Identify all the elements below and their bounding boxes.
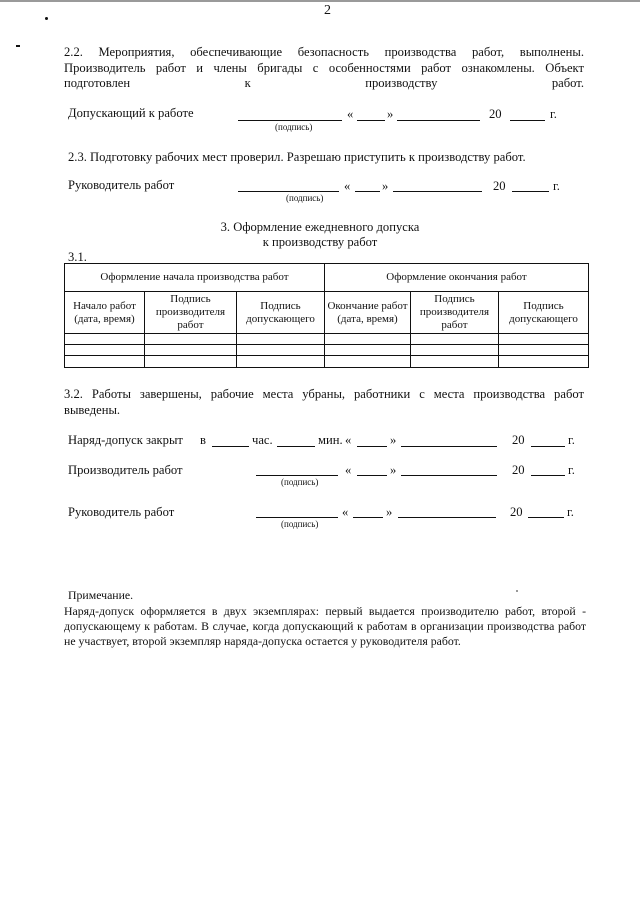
manager2-year-line (528, 517, 564, 518)
table-cell (499, 334, 589, 345)
allow-signature-line (238, 120, 342, 121)
table-cell (145, 356, 237, 368)
table-cell (411, 345, 499, 356)
scan-speck (45, 17, 48, 20)
closed-day-line (357, 446, 387, 447)
note-title: Примечание. (68, 588, 134, 602)
page-top-edge (0, 0, 640, 2)
table-cell (237, 334, 325, 345)
producer-signature-line (256, 475, 338, 476)
producer-day-line (357, 475, 387, 476)
table-cell (65, 334, 145, 345)
quote-open: « (345, 463, 352, 477)
year-prefix: 20 (510, 505, 523, 519)
producer-year-line (531, 475, 565, 476)
year-suffix: г. (567, 505, 574, 519)
year-prefix: 20 (493, 179, 506, 193)
table-cell (145, 334, 237, 345)
year-suffix: г. (568, 433, 575, 447)
year-prefix: 20 (512, 433, 525, 447)
table-cell (411, 356, 499, 368)
manager2-day-line (353, 517, 383, 518)
manager-day-line (355, 191, 380, 192)
scan-speck (16, 45, 20, 47)
daily-permit-table (64, 263, 589, 368)
table-cell (145, 345, 237, 356)
closed-hours-line (212, 446, 249, 447)
signature-caption: (подпись) (281, 519, 319, 529)
quote-open: « (344, 179, 351, 193)
closed-hours: час. (252, 433, 273, 447)
table-row (65, 334, 589, 345)
table-group-end: Оформление окончания работ (325, 264, 589, 292)
signature-caption: (подпись) (275, 122, 313, 132)
page-number: 2 (324, 3, 331, 18)
manager-label-2: Руководитель работ (68, 505, 175, 519)
manager-label: Руководитель работ (68, 178, 175, 192)
allow-label: Допускающий к работе (68, 106, 194, 120)
producer-month-line (401, 475, 497, 476)
quote-close: » (386, 505, 393, 519)
quote-close: » (390, 463, 397, 477)
column-header: Начало работ (дата, время) (65, 292, 145, 334)
manager-month-line (393, 191, 482, 192)
column-header: Окончание работ (дата, время) (325, 292, 411, 334)
year-suffix: г. (553, 179, 560, 193)
manager-signature-line (238, 191, 339, 192)
signature-caption: (подпись) (286, 193, 324, 203)
table-row (65, 345, 589, 356)
quote-close: » (382, 179, 389, 193)
manager2-signature-line (256, 517, 338, 518)
note-text: Наряд-допуск оформляется в двух экземплярах: первый выдается производителю работ, второй - допускающему к работам. В случае, когда допускающий к работам в организации производства работ не участвует, второй экземпляр наряда-допуска остается у руководителя работ. (64, 604, 586, 648)
section-3-1-label: 3.1. (68, 250, 87, 264)
year-prefix: 20 (489, 107, 502, 121)
closed-month-line (401, 446, 497, 447)
section-3-subtitle: к производству работ (262, 235, 378, 249)
table-cell (65, 356, 145, 368)
table-cell (325, 345, 411, 356)
allow-month-line (397, 120, 480, 121)
section-2-2-text: 2.2. Мероприятия, обеспечивающие безопасность производства работ, выполнены. Производитель работ и члены бригады с особенностями работ ознакомлены. Объект подготовлен к производству работ. (64, 45, 584, 90)
manager-year-line (512, 191, 549, 192)
section-3-2-text: 3.2. Работы завершены, рабочие места убраны, работники с места производства работ выведены. (64, 387, 584, 417)
column-header: Подпись производителя работ (145, 292, 237, 334)
table-cell (65, 345, 145, 356)
signature-caption: (подпись) (281, 477, 319, 487)
closed-year-line (531, 446, 565, 447)
table-cell (325, 356, 411, 368)
column-header: Подпись допускающего (237, 292, 325, 334)
column-header: Подпись допускающего (499, 292, 589, 334)
closed-in: в (200, 433, 206, 447)
producer-label: Производитель работ (68, 463, 183, 477)
quote-open: « (342, 505, 349, 519)
allow-day-line (357, 120, 385, 121)
section-3-title: 3. Оформление ежедневного допуска (220, 220, 420, 234)
scan-speck (516, 590, 518, 592)
closed-label: Наряд-допуск закрыт (68, 433, 183, 447)
quote-open: « (345, 433, 352, 447)
allow-year-line (510, 120, 545, 121)
section-2-3-text: 2.3. Подготовку рабочих мест проверил. Разрешаю приступить к производству работ. (68, 150, 526, 164)
table-group-start: Оформление начала производства работ (65, 264, 325, 292)
table-cell (237, 356, 325, 368)
table-cell (499, 356, 589, 368)
table-cell (325, 334, 411, 345)
quote-close: » (387, 107, 394, 121)
quote-close: » (390, 433, 397, 447)
year-suffix: г. (568, 463, 575, 477)
table-cell (237, 345, 325, 356)
table-cell (499, 345, 589, 356)
closed-minutes: мин. (318, 433, 343, 447)
closed-minutes-line (277, 446, 315, 447)
year-prefix: 20 (512, 463, 525, 477)
column-header: Подпись производителя работ (411, 292, 499, 334)
year-suffix: г. (550, 107, 557, 121)
table-row (65, 356, 589, 368)
manager2-month-line (398, 517, 496, 518)
quote-open: « (347, 107, 354, 121)
table-cell (411, 334, 499, 345)
